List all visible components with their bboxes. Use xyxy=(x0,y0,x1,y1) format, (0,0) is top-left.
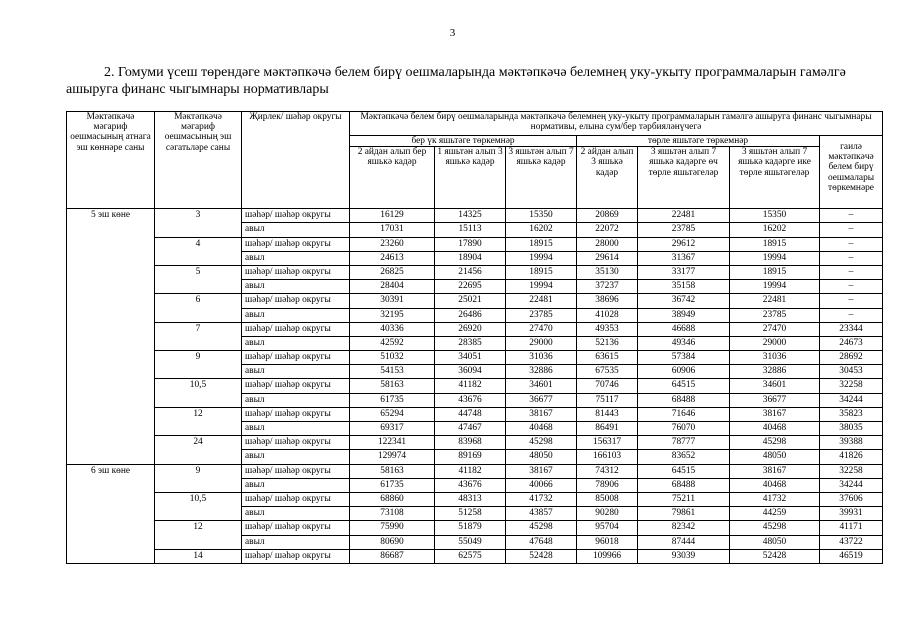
value-cell: 31367 xyxy=(638,251,730,265)
value-cell: 58163 xyxy=(350,379,435,393)
workhours-cell: 6 xyxy=(155,294,242,322)
workhours-cell: 7 xyxy=(155,322,242,350)
value-cell: 70746 xyxy=(577,379,638,393)
value-cell: 87444 xyxy=(638,535,730,549)
value-cell: 90280 xyxy=(577,507,638,521)
settlement-cell: шәһәр/ шәһәр округы xyxy=(242,351,350,365)
value-cell: 89169 xyxy=(435,450,506,464)
settlement-cell: шәһәр/ шәһәр округы xyxy=(242,492,350,506)
value-cell: 43857 xyxy=(506,507,577,521)
value-cell: 19994 xyxy=(506,251,577,265)
value-cell: 35130 xyxy=(577,265,638,279)
value-cell: 29000 xyxy=(730,336,820,350)
value-cell: 29000 xyxy=(506,336,577,350)
value-cell: 41182 xyxy=(435,379,506,393)
value-cell: 45298 xyxy=(730,521,820,535)
value-cell: – xyxy=(820,223,883,237)
value-cell: 14325 xyxy=(435,209,506,223)
value-cell: 79861 xyxy=(638,507,730,521)
value-cell: 67535 xyxy=(577,365,638,379)
value-cell: 30453 xyxy=(820,365,883,379)
value-cell: 68488 xyxy=(638,478,730,492)
table-row xyxy=(67,379,883,393)
settlement-cell: авыл xyxy=(242,251,350,265)
page-number: 3 xyxy=(449,27,456,39)
settlement-cell: шәһәр/ шәһәр округы xyxy=(242,322,350,336)
value-cell: 38167 xyxy=(730,407,820,421)
value-cell: 63615 xyxy=(577,351,638,365)
settlement-cell: шәһәр/ шәһәр округы xyxy=(242,379,350,393)
value-cell: 44748 xyxy=(435,407,506,421)
table-row xyxy=(67,436,883,450)
value-cell: 37237 xyxy=(577,280,638,294)
settlement-cell: шәһәр/ шәһәр округы xyxy=(242,265,350,279)
value-cell: 44259 xyxy=(730,507,820,521)
value-cell: 43676 xyxy=(435,393,506,407)
value-cell: 19994 xyxy=(730,251,820,265)
value-cell: 39388 xyxy=(820,436,883,450)
workhours-cell: 12 xyxy=(155,407,242,435)
value-cell: 52136 xyxy=(577,336,638,350)
workhours-cell: 24 xyxy=(155,436,242,464)
settlement-cell: авыл xyxy=(242,223,350,237)
value-cell: 48313 xyxy=(435,492,506,506)
workhours-cell: 14 xyxy=(155,549,242,563)
value-cell: 43676 xyxy=(435,478,506,492)
value-cell: 18915 xyxy=(730,265,820,279)
value-cell: 22481 xyxy=(506,294,577,308)
value-cell: 156317 xyxy=(577,436,638,450)
value-cell: – xyxy=(820,265,883,279)
table-row xyxy=(67,322,883,336)
settlement-cell: авыл xyxy=(242,422,350,436)
settlement-cell: авыл xyxy=(242,478,350,492)
value-cell: 47467 xyxy=(435,422,506,436)
value-cell: 93039 xyxy=(638,549,730,563)
settlement-cell: шәһәр/ шәһәр округы xyxy=(242,237,350,251)
value-cell: 40066 xyxy=(506,478,577,492)
value-cell: 23785 xyxy=(730,308,820,322)
value-cell: 37606 xyxy=(820,492,883,506)
settlement-cell: шәһәр/ шәһәр округы xyxy=(242,294,350,308)
value-cell: – xyxy=(820,294,883,308)
value-cell: 40468 xyxy=(730,478,820,492)
value-cell: 78777 xyxy=(638,436,730,450)
value-cell: 40336 xyxy=(350,322,435,336)
value-cell: 48050 xyxy=(730,450,820,464)
value-cell: 23260 xyxy=(350,237,435,251)
value-cell: – xyxy=(820,280,883,294)
value-cell: 22695 xyxy=(435,280,506,294)
value-cell: 46519 xyxy=(820,549,883,563)
value-cell: 78906 xyxy=(577,478,638,492)
value-cell: 46688 xyxy=(638,322,730,336)
header-mixed-age-groups: төрле яшьтәге төркемнәр xyxy=(577,136,820,147)
settlement-cell: авыл xyxy=(242,507,350,521)
value-cell: 36742 xyxy=(638,294,730,308)
value-cell: 17031 xyxy=(350,223,435,237)
header-2m-1y: 2 айдан алып бер яшькә кадәр xyxy=(350,147,435,209)
value-cell: 34601 xyxy=(730,379,820,393)
value-cell: 34244 xyxy=(820,478,883,492)
settlement-cell: авыл xyxy=(242,535,350,549)
value-cell: 51032 xyxy=(350,351,435,365)
value-cell: 65294 xyxy=(350,407,435,421)
value-cell: 36094 xyxy=(435,365,506,379)
settlement-cell: шәһәр/ шәһәр округы xyxy=(242,549,350,563)
value-cell: 96018 xyxy=(577,535,638,549)
value-cell: 26486 xyxy=(435,308,506,322)
value-cell: 83968 xyxy=(435,436,506,450)
workhours-cell: 3 xyxy=(155,209,242,237)
value-cell: 51258 xyxy=(435,507,506,521)
value-cell: 34601 xyxy=(506,379,577,393)
value-cell: 16129 xyxy=(350,209,435,223)
header-mixed-two-ages: 3 яшьтән алып 7 яшькә кадәрге ике төрле яшьтәгеләр xyxy=(730,147,820,209)
value-cell: 41028 xyxy=(577,308,638,322)
table-row xyxy=(67,464,883,478)
value-cell: 41171 xyxy=(820,521,883,535)
value-cell: 32195 xyxy=(350,308,435,322)
value-cell: 62575 xyxy=(435,549,506,563)
value-cell: 166103 xyxy=(577,450,638,464)
value-cell: 22481 xyxy=(730,294,820,308)
value-cell: 41826 xyxy=(820,450,883,464)
table-row xyxy=(67,407,883,421)
header-3y-7y: 3 яшьтән алып 7 яшькә кадәр xyxy=(506,147,577,209)
table-row xyxy=(67,549,883,563)
settlement-cell: шәһәр/ шәһәр округы xyxy=(242,521,350,535)
value-cell: 68860 xyxy=(350,492,435,506)
value-cell: 48050 xyxy=(506,450,577,464)
table-row xyxy=(67,237,883,251)
financing-norms-table xyxy=(66,111,883,564)
value-cell: 31036 xyxy=(506,351,577,365)
header-workhours: Мәктәпкәчә мәгариф оешмасының эш сәгатьләре саны xyxy=(155,112,242,209)
value-cell: 38167 xyxy=(506,407,577,421)
value-cell: 30391 xyxy=(350,294,435,308)
header-main: Мәктәпкәчә белем бирү оешмаларында мәктәпкәчә белемнең уку-укыту программаларын гамәлгә ашыруга финанс чыгымнары нормативы, елына сум/бер тәрбияләнүчегә xyxy=(350,112,883,136)
value-cell: 26920 xyxy=(435,322,506,336)
value-cell: 85008 xyxy=(577,492,638,506)
value-cell: 38167 xyxy=(506,464,577,478)
value-cell: 36677 xyxy=(506,393,577,407)
settlement-cell: авыл xyxy=(242,450,350,464)
workhours-cell: 10,5 xyxy=(155,379,242,407)
value-cell: 28385 xyxy=(435,336,506,350)
value-cell: – xyxy=(820,308,883,322)
value-cell: 40468 xyxy=(506,422,577,436)
value-cell: 54153 xyxy=(350,365,435,379)
settlement-cell: шәһәр/ шәһәр округы xyxy=(242,209,350,223)
value-cell: 18915 xyxy=(506,237,577,251)
value-cell: 22481 xyxy=(638,209,730,223)
table-row xyxy=(67,492,883,506)
value-cell: 71646 xyxy=(638,407,730,421)
value-cell: 69317 xyxy=(350,422,435,436)
value-cell: 28404 xyxy=(350,280,435,294)
value-cell: 42592 xyxy=(350,336,435,350)
value-cell: 48050 xyxy=(730,535,820,549)
value-cell: 35158 xyxy=(638,280,730,294)
value-cell: 18904 xyxy=(435,251,506,265)
workhours-cell: 5 xyxy=(155,265,242,293)
value-cell: 49353 xyxy=(577,322,638,336)
value-cell: 75117 xyxy=(577,393,638,407)
value-cell: 75211 xyxy=(638,492,730,506)
value-cell: 73108 xyxy=(350,507,435,521)
value-cell: 68488 xyxy=(638,393,730,407)
workhours-cell: 10,5 xyxy=(155,492,242,520)
value-cell: 43722 xyxy=(820,535,883,549)
settlement-cell: авыл xyxy=(242,393,350,407)
value-cell: 19994 xyxy=(730,280,820,294)
value-cell: 95704 xyxy=(577,521,638,535)
value-cell: 41732 xyxy=(730,492,820,506)
value-cell: 29614 xyxy=(577,251,638,265)
heading-text: 2. Гомуми үсеш төрендәге мәктәпкәчә белем бирү оешмаларында мәктәпкәчә белемнең уку-укыту программаларын гамәлгә ашыруга финанс чыгымнары нормативлары xyxy=(66,65,846,97)
workhours-cell: 9 xyxy=(155,351,242,379)
value-cell: 28000 xyxy=(577,237,638,251)
settlement-cell: авыл xyxy=(242,308,350,322)
settlement-cell: шәһәр/ шәһәр округы xyxy=(242,464,350,478)
value-cell: 109966 xyxy=(577,549,638,563)
value-cell: 82342 xyxy=(638,521,730,535)
value-cell: 52428 xyxy=(730,549,820,563)
value-cell: 32258 xyxy=(820,379,883,393)
value-cell: 83652 xyxy=(638,450,730,464)
value-cell: 27470 xyxy=(506,322,577,336)
settlement-cell: авыл xyxy=(242,336,350,350)
workhours-cell: 9 xyxy=(155,464,242,492)
header-workdays: Мәктәпкәчә мәгариф оешмасының атнага эш көннәре саны xyxy=(67,112,155,209)
value-cell: 32886 xyxy=(506,365,577,379)
value-cell: 49346 xyxy=(638,336,730,350)
value-cell: 86687 xyxy=(350,549,435,563)
value-cell: 17890 xyxy=(435,237,506,251)
value-cell: 27470 xyxy=(730,322,820,336)
header-mixed-three-ages: 3 яшьтән алып 7 яшькә кадәрге өч төрле яшьтәгеләр xyxy=(638,147,730,209)
value-cell: 24613 xyxy=(350,251,435,265)
workhours-cell: 4 xyxy=(155,237,242,265)
value-cell: 26825 xyxy=(350,265,435,279)
value-cell: 34051 xyxy=(435,351,506,365)
value-cell: 81443 xyxy=(577,407,638,421)
value-cell: 76070 xyxy=(638,422,730,436)
value-cell: 122341 xyxy=(350,436,435,450)
value-cell: – xyxy=(820,237,883,251)
value-cell: 58163 xyxy=(350,464,435,478)
value-cell: 23785 xyxy=(638,223,730,237)
value-cell: 25021 xyxy=(435,294,506,308)
value-cell: 47648 xyxy=(506,535,577,549)
value-cell: – xyxy=(820,209,883,223)
value-cell: 24673 xyxy=(820,336,883,350)
value-cell: 35823 xyxy=(820,407,883,421)
value-cell: 15350 xyxy=(730,209,820,223)
value-cell: 15350 xyxy=(506,209,577,223)
value-cell: 74312 xyxy=(577,464,638,478)
value-cell: 31036 xyxy=(730,351,820,365)
value-cell: 32886 xyxy=(730,365,820,379)
value-cell: 38696 xyxy=(577,294,638,308)
table-row xyxy=(67,521,883,535)
table-row xyxy=(67,265,883,279)
settlement-cell: авыл xyxy=(242,365,350,379)
value-cell: 60906 xyxy=(638,365,730,379)
value-cell: 57384 xyxy=(638,351,730,365)
table-row xyxy=(67,351,883,365)
value-cell: 32258 xyxy=(820,464,883,478)
header-same-age-groups: бер үк яшьтәге төркемнәр xyxy=(350,136,577,147)
value-cell: 29612 xyxy=(638,237,730,251)
header-settlement: Җирлек/ шәһәр округы xyxy=(242,112,350,209)
table-row xyxy=(67,294,883,308)
value-cell: 16202 xyxy=(506,223,577,237)
value-cell: – xyxy=(820,251,883,265)
value-cell: 45298 xyxy=(506,436,577,450)
value-cell: 38949 xyxy=(638,308,730,322)
workhours-cell: 12 xyxy=(155,521,242,549)
value-cell: 39931 xyxy=(820,507,883,521)
value-cell: 61735 xyxy=(350,393,435,407)
workdays-cell: 6 эш көне xyxy=(67,464,155,563)
value-cell: 38167 xyxy=(730,464,820,478)
value-cell: 64515 xyxy=(638,379,730,393)
value-cell: 55049 xyxy=(435,535,506,549)
value-cell: 36677 xyxy=(730,393,820,407)
settlement-cell: шәһәр/ шәһәр округы xyxy=(242,407,350,421)
value-cell: 23785 xyxy=(506,308,577,322)
value-cell: 20869 xyxy=(577,209,638,223)
header-1y-3y: 1 яшьтән алып 3 яшькә кадәр xyxy=(435,147,506,209)
value-cell: 40468 xyxy=(730,422,820,436)
value-cell: 38035 xyxy=(820,422,883,436)
value-cell: 45298 xyxy=(506,521,577,535)
value-cell: 41182 xyxy=(435,464,506,478)
value-cell: 61735 xyxy=(350,478,435,492)
value-cell: 18915 xyxy=(506,265,577,279)
value-cell: 34244 xyxy=(820,393,883,407)
value-cell: 75990 xyxy=(350,521,435,535)
value-cell: 23344 xyxy=(820,322,883,336)
value-cell: 52428 xyxy=(506,549,577,563)
settlement-cell: авыл xyxy=(242,280,350,294)
value-cell: 51879 xyxy=(435,521,506,535)
value-cell: 86491 xyxy=(577,422,638,436)
settlement-cell: шәһәр/ шәһәр округы xyxy=(242,436,350,450)
value-cell: 15113 xyxy=(435,223,506,237)
header-mixed-2m-3y: 2 айдан алып 3 яшькә кадәр xyxy=(577,147,638,209)
value-cell: 21456 xyxy=(435,265,506,279)
workdays-cell: 5 эш көне xyxy=(67,209,155,464)
value-cell: 28692 xyxy=(820,351,883,365)
header-family-groups: гаилә мәктәпкәчә белем бирү оешмалары төркемнәре xyxy=(820,136,883,209)
value-cell: 22072 xyxy=(577,223,638,237)
value-cell: 64515 xyxy=(638,464,730,478)
value-cell: 19994 xyxy=(506,280,577,294)
value-cell: 41732 xyxy=(506,492,577,506)
value-cell: 45298 xyxy=(730,436,820,450)
value-cell: 33177 xyxy=(638,265,730,279)
value-cell: 18915 xyxy=(730,237,820,251)
value-cell: 16202 xyxy=(730,223,820,237)
document-heading xyxy=(66,64,892,98)
table-row xyxy=(67,209,883,223)
value-cell: 80690 xyxy=(350,535,435,549)
value-cell: 129974 xyxy=(350,450,435,464)
